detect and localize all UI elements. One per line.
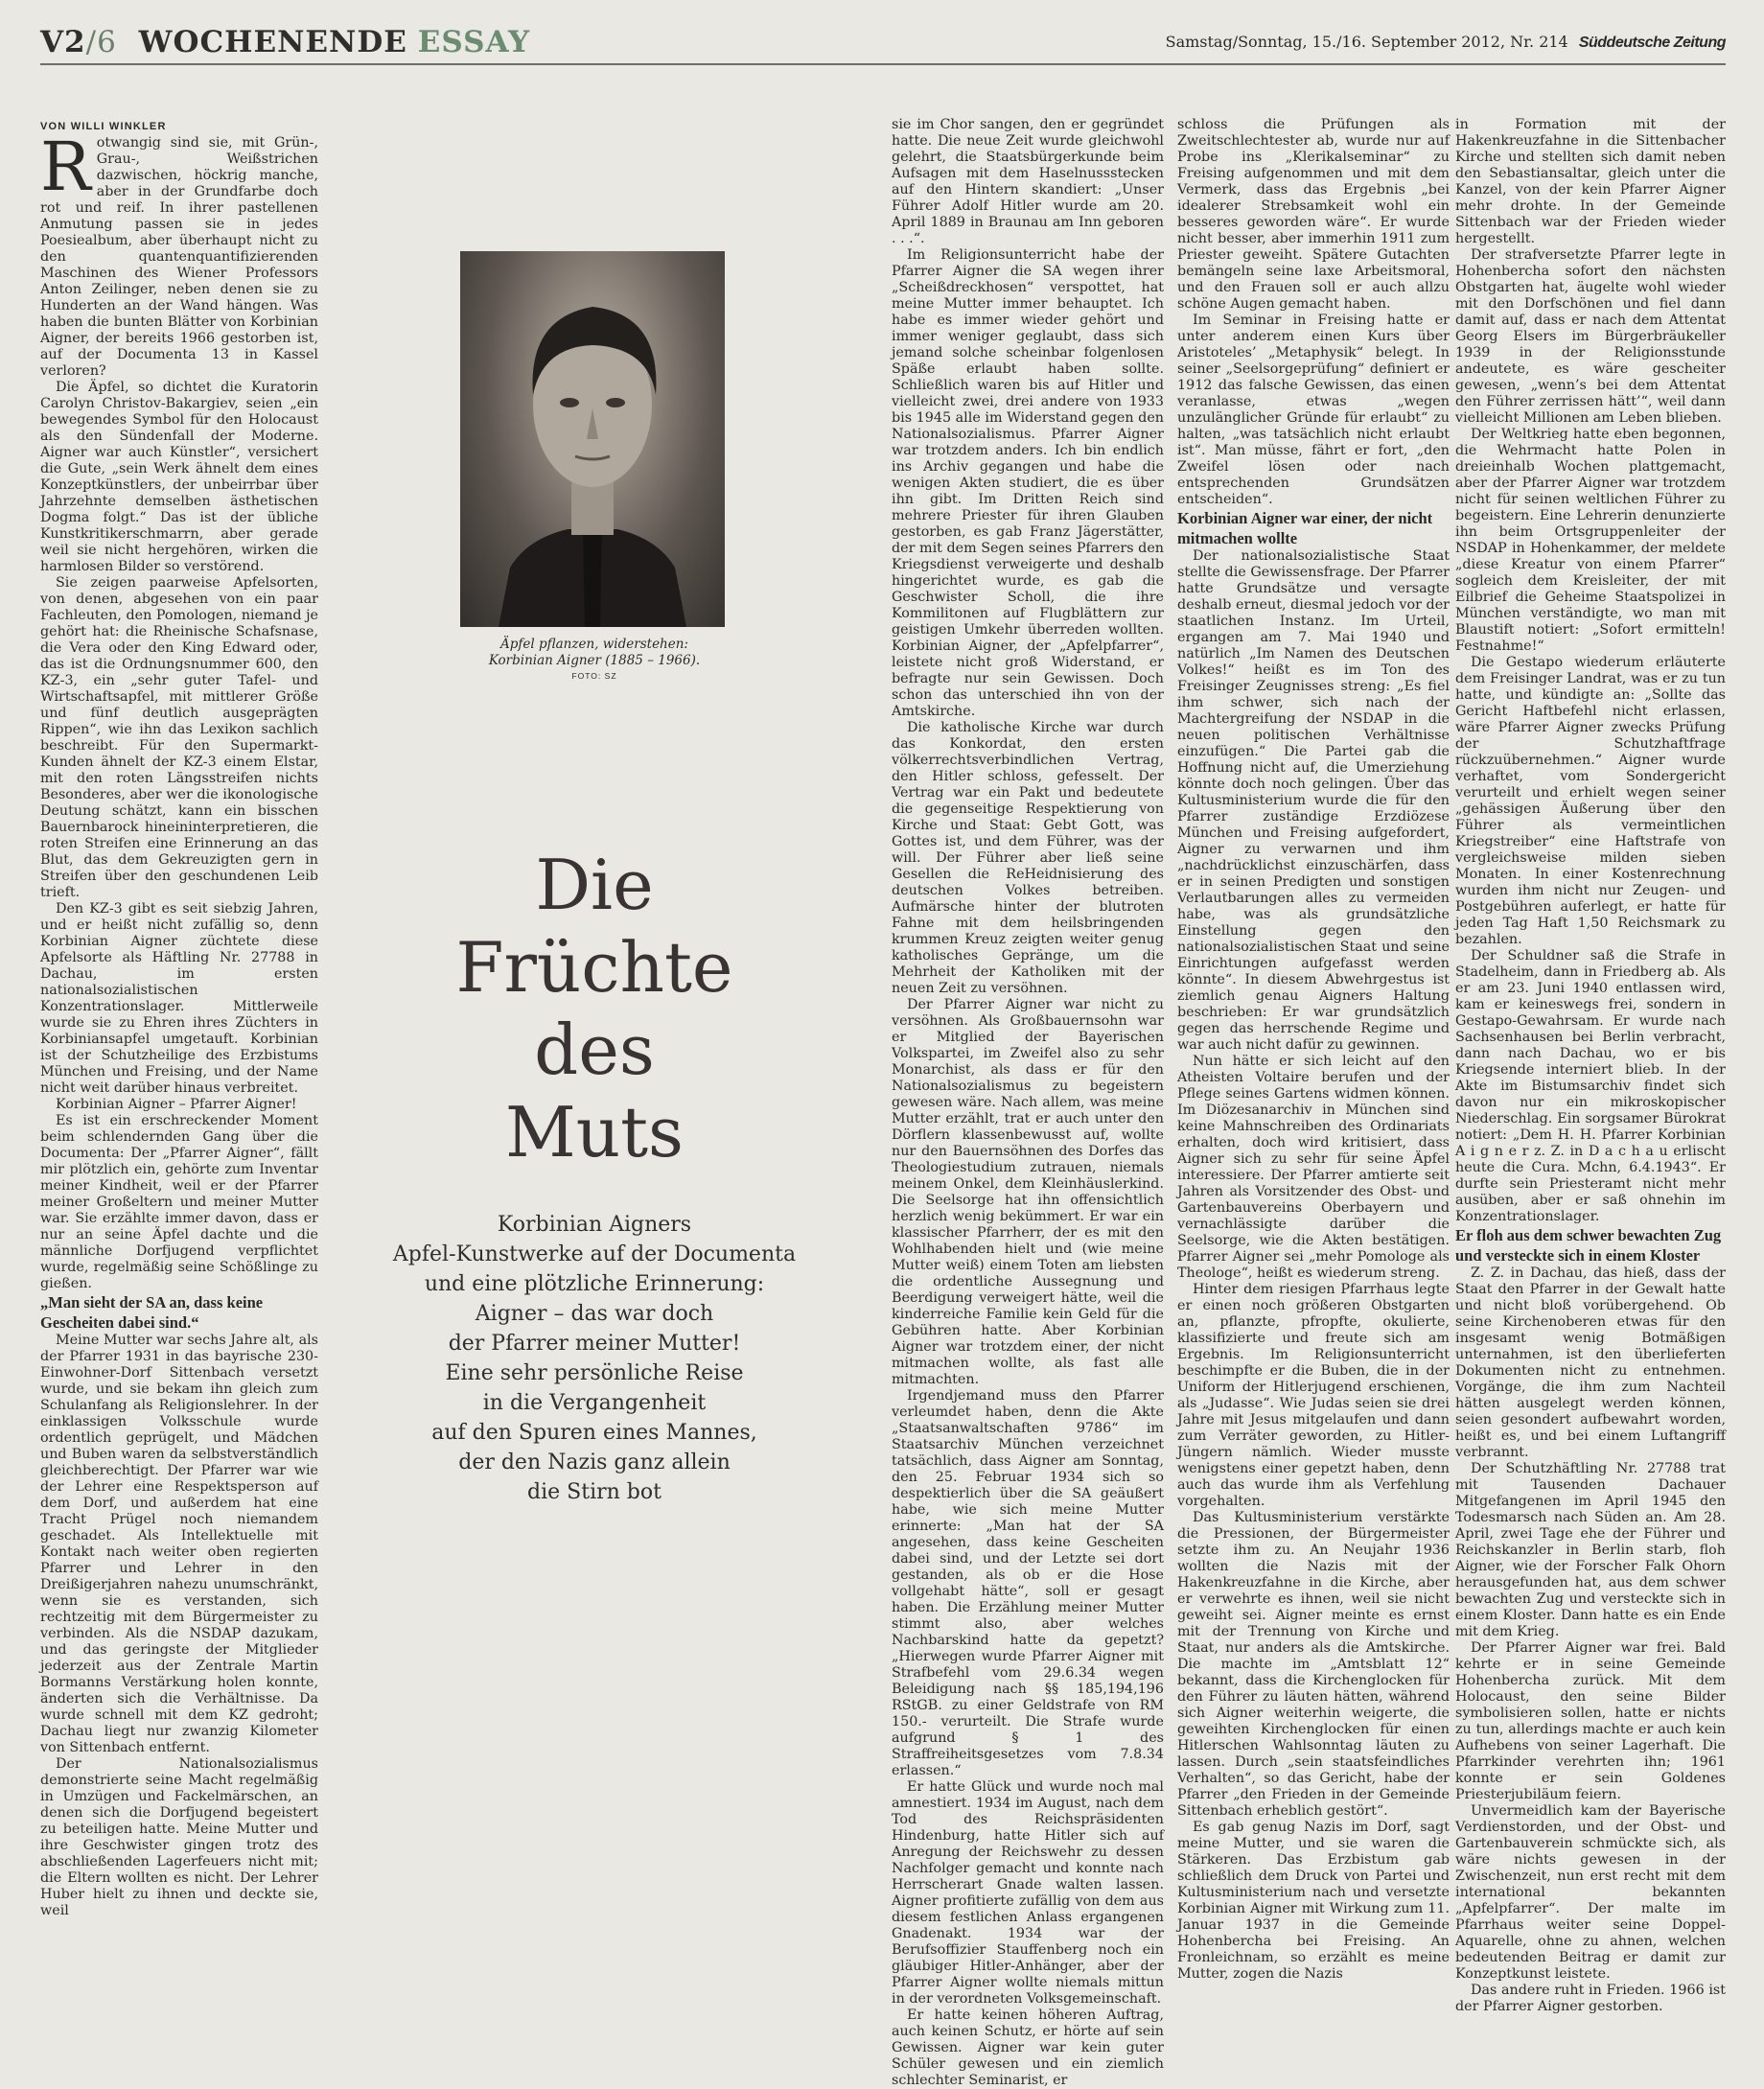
article-paragraph: Der Schutzhäftling Nr. 27788 trat mit Tausenden Dachauer Mitgefangenen im April 1945 den Todesmarsch nach Süden an. Am 28. April, zwei Tage ehe der Führer und Reichskanzler in Berlin starb, floh Aigner, wie der Forscher Falk Ohorn herausgefunden hat, aus dem schwer bewachten Zug und versteckte sich in einem Kloster. Dann hatte es ein Ende mit dem Krieg. [1455,1461,1726,1639]
headline-line: des [534,1010,655,1090]
headline-line: Muts [505,1092,684,1172]
deck-line: der Pfarrer meiner Mutter! [448,1332,741,1356]
deck-line: Aigner – das war doch [475,1302,714,1326]
article-paragraph: Die Äpfel, so dichtet die Kuratorin Carolyn Christov-Bakargiev, seien „ein bewegendes Symbol für den Holocaust als den Sündenfall der Moderne. Aigner war auch Künstler“, versichert die Gute, „sein Werk ähnelt dem eines Konzeptkünstlers, der unbeirrbar über Jahrzehnte demselben ästhetischen Dogma folgt.“ Das ist der übliche Kunstkritikerschmarrn, aber gerade weil sie nicht hergehören, wirken die harmlosen Bilder so verstörend. [40,380,318,574]
header-rule [40,63,1726,65]
drop-cap: R [40,128,91,206]
deck-line: der den Nazis ganz allein [458,1451,731,1474]
article-column-5 [1455,117,1726,2014]
headline [383,844,805,1173]
subheading: Korbinian Aigner war einer, der nicht mitmachen wollte [1177,509,1433,547]
deck-line: die Stirn bot [527,1480,662,1504]
article-paragraph: Meine Mutter war sechs Jahre alt, als der Pfarrer 1931 in das bayrische 230-Einwohner-Dorf Sittenbach versetzt wurde, und sie bekam ihn gleich zum Schulanfang als Religionslehrer. In der einklassigen Volksschule wurde ordentlich geprügelt, und Mädchen und Buben waren da selbstverständlich gleichberechtigt. Der Pfarrer war wie der Lehrer eine Respektsperson auf dem Dorf, und außerdem hat eine Tracht Prügel noch niemandem geschadet. Als Intellektuelle mit Kontakt nach weiter oben regierten Pfarrer und Lehrer in den Dreißigerjahren nahezu unumschränkt, wenn sie es verstanden, sich rechtzeitig mit dem Bürgermeister zu verbinden. Als die NSDAP dazukam, und das geringste der Mitglieder jederzeit aus der Zentrale Martin Bormanns Verstärkung holen konnte, änderten sich die Verhältnisse. Da wurde schnell mit dem KZ gedroht; Dachau liegt nur zwanzig Kilometer von Sittenbach entfernt. [40,1333,318,1755]
dateline [1166,33,1726,52]
article-paragraph: Es ist ein erschreckender Moment beim schlendernden Gang über die Documenta: Der „Pfarrer Aigner“, fällt mir plötzlich ein, gehörte zum Inventar meiner Kindheit, weil er der Pfarrer meiner Großeltern und meiner Mutter war. Sie erzählte immer davon, dass er nur an seine Äpfel dachte und die männliche Dorfjugend verpflichtet wurde, regelmäßig seine Schößlinge zu gießen. [40,1113,318,1291]
newspaper-logo: Süddeutsche Zeitung [1578,35,1726,51]
page-subnumber: /6 [85,25,117,59]
article-paragraph: Der Schuldner saß die Strafe in Stadelheim, dann in Friedberg ab. Als er am 23. Juni 1940 entlassen wird, kam er keineswegs frei, sondern in Gestapo-Gewahrsam. Er wurde nach Sachsenhausen bei Berlin verbracht, dann nach Dachau, wo er bis Kriegsende interniert blieb. In der Akte im Bistumsarchiv findet sich davon nur ein mikroskopischer Niederschlag. Ein sorgsamer Bürokrat notiert: „Dem H. H. Pfarrer Korbinian A i g n e r z. Z. in D a c h a u erlischt heute die Cura. Mchn, 6.4.1943“. Er durfte sein Priesteramt nicht mehr ausüben, aber er saß ohnehin im Konzentrationslager. [1455,948,1726,1224]
article-paragraph: Im Religionsunterricht habe der Pfarrer Aigner die SA wegen ihrer „Scheißdreckhosen“ verspottet, hat meine Mutter immer behauptet. Ich habe es immer wieder gehört und immer weniger geglaubt, dass sich jemand solche scheinbar folgenlosen Späße erlaubt haben sollte. Schließlich waren bis auf Hitler und vielleicht zwei, drei andere von 1933 bis 1945 alle im Widerstand gegen den Nationalsozialismus. Pfarrer Aigner war trotzdem anders. Ich bin endlich ins Archiv gegangen und habe die wenigen Akten studiert, die es über ihn gibt. Im Dritten Reich sind mehrere Priester für ihren Glauben gestorben, es gab Franz Jägerstätter, der mit dem Segen seines Pfarrers den Kriegsdienst verweigerte und deshalb hingerichtet wurde, es gab die Geschwister Scholl, die ihre Kommilitonen auf Flugblättern zur geistigen Umkehr überreden wollten. Korbinian Aigner, der „Apfelpfarrer“, leistete nicht groß Widerstand, er befragte nur sein Gewissen. Doch schon das unterschied ihn von der Amtskirche. [892,247,1164,719]
section-kicker: ESSAY [417,25,531,59]
headline-line: Die [535,845,654,925]
page-header [40,21,1726,59]
article-paragraph: Er hatte Glück und wurde noch mal amnestiert. 1934 im August, nach dem Tod des Reichspräsidenten Hindenburg, hatte Hitler sich auf Anregung der Reichswehr zu dessen Nachfolger gemacht und konnte nach Herrscherart Gnade walten lassen. Aigner profitierte zufällig von dem aus diesem festlichen Anlass ergangenen Gnadenakt. 1934 war der Berufsoffizier Stauffenberg noch ein gläubiger Hitler-Anhänger, aber der Pfarrer Aigner wollte niemals mittun in der verordneten Volksgemeinschaft. [892,1779,1164,2007]
article-paragraph: Sie zeigen paarweise Apfelsorten, von denen, abgesehen von ein paar Fachleuten, den Pomologen, niemand je gehört hat: die Rheinische Schafsnase, die Vera oder den King Edward oder, das ist die Ordnungsnummer 600, den KZ-3, ein „sehr guter Tafel- und Wirtschaftsapfel, mit mittlerer Größe und fünf deutlich ausgeprägten Rippen“, wie ihn das Lexikon sachlich beschreibt. Für den Supermarkt-Kunden ähnelt der KZ-3 einem Elstar, mit den roten Längsstreifen nichts Besonderes, aber wer die ikonologische Deutung schätzt, kann ein bisschen Bauernbarock hineininterpretieren, die roten Streifen eine Erinnerung an das Blut, das dem Gekreuzigten gern in Streifen über den geschundenen Leib trieft. [40,575,318,900]
article-column-4 [1177,117,1450,1982]
article-paragraph: Hinter dem riesigen Pfarrhaus legte er einen noch größeren Obstgarten an, pflanzte, pfropfte, okulierte, klassifizierte und freute sich am Ergebnis. Im Religionsunterricht beschimpfte er die Buben, die in der Uniform der Hitlerjugend erschienen, als „Judasse“. Wie Judas seien sie drei Jahre mit Jesus mitgelaufen und dann zum Verräter geworden, zu Hitler-Jüngern nämlich. Wieder musste wenigstens einer gepetzt haben, denn auch das wurde ihm als Verfehlung vorgehalten. [1177,1282,1450,1509]
portrait-illustration [460,251,725,627]
article-column-1 [40,119,318,1918]
article-paragraph: schloss die Prüfungen als Zweitschlechtester ab, wurde nur auf Probe ins „Klerikalseminar“ zu Freising aufgenommen und mit dem Vermerk, dass das Ergebnis „bei idealerer Strebsamkeit wohl ein besseres geworden wäre“. Er wurde nicht besser, aber immerhin 1911 zum Priester geweiht. Spätere Gutachten bemängeln seine laxe Arbeitsmoral, und den Frauen soll er auch allzu schöne Augen gemacht haben. [1177,117,1450,312]
subheading: „Man sieht der SA an, dass keine Gescheiten dabei sind.“ [40,1293,264,1332]
section-name: WOCHENENDE [138,25,407,59]
article-paragraph: Den KZ-3 gibt es seit siebzig Jahren, und er heißt nicht zufällig so, denn Korbinian Aigner züchtete diese Apfelsorte als Häftling Nr. 27788 in Dachau, im ersten nationalsozialistischen Konzentrationslager. Mittlerweile wurde sie zu Ehren ihres Züchters in Korbiniansapfel umgetauft. Korbinian ist der Schutzheilige des Erzbistums München und Freising, und der Name nicht weit darüber hinaus verbreitet. [40,901,318,1096]
article-paragraph: Nun hätte er sich leicht auf den Atheisten Voltaire berufen und der Pflege seines Gartens widmen können. Im Diözesanarchiv in München sind keine Mahnschreiben des Ordinariats erhalten, doch wird kritisiert, dass Aigner sich zu sehr für seine Äpfel interessiere. Der Pfarrer amtierte seit Jahren als Vorsitzender des Obst- und Gartenbauvereins Oberbayern und vernachlässigte darüber die Seelsorge, wie die Akten bestätigen. Pfarrer Aigner sei „mehr Pomologe als Theologe“, heißt es wiederum streng. [1177,1054,1450,1281]
byline: VON WILLI WINKLER [40,121,167,132]
article-paragraph: in Formation mit der Hakenkreuzfahne in die Sittenbacher Kirche und stellten sich damit neben den Sebastiansaltar, gleich unter die Kanzel, von der kein Pfarrer Aigner mehr drohte. In der Gemeinde Sittenbach war der Frieden wieder hergestellt. [1455,117,1726,246]
article-paragraph: Er hatte keinen höheren Auftrag, auch keinen Schutz, er hörte auf sein Gewissen. Aigner war kein guter Schüler gewesen und ein ziemlich schlechter Seminarist, er [892,2008,1164,2088]
page-number: V2 [40,25,86,59]
article-deck [376,1210,813,1507]
article-paragraph: Das Kultusministerium verstärkte die Pressionen, der Bürgermeister setzte ihm zu. An Neujahr 1936 wollten die Nazis mit der Hakenkreuzfahne in die Kirche, aber er verwehrte es ihnen, weil sie nicht geweiht sei. Aigner meinte es ernst mit der Trennung von Kirche und Staat, nur anders als die Amtskirche. Die machte im „Amtsblatt 12“ bekannt, dass die Kirchenglocken für den Führer zu läuten hätten, während sich Aigner weiterhin weigerte, die geweihten Kirchenglocken für einen Hitlerschen Wahlsonntag läuten zu lassen. Durch „sein staatsfeindliches Verhalten“, so das Gericht, habe der Pfarrer „den Frieden in der Gemeinde Sittenbach erheblich gestört“. [1177,1510,1450,1819]
article-paragraph: Unvermeidlich kam der Bayerische Verdienstorden, und der Obst- und Gartenbauverein schmückte sich, als wäre nichts gewesen in der Zwischenzeit, nun erst recht mit dem international bekannten „Apfelpfarrer“. Der malte im Pfarrhaus weiter seine Doppel-Aquarelle, ohne zu ahnen, welchen bedeutenden Beitrag er damit zur Konzeptkunst leistete. [1455,1803,1726,1982]
paragraph-text: otwangig sind sie, mit Grün-, Grau-, Weißstrichen dazwischen, höckrig manche, aber in der Grundfarbe doch rot und reif. In ihrer pastellenen Anmutung passen sie in jedes Poesiealbum, aber überhaupt nicht zu den quantenquantifizierenden Maschinen des Wiener Professors Anton Zeilinger, neben denen sie zu Hunderten an der Wand hängen. Was haben die bunten Blätter von Korbinian Aigner, der bereits 1966 gestorben ist, auf der Documenta 13 in Kassel verloren? [40,135,318,379]
caption-line: Äpfel pflanzen, widerstehen: [500,637,688,652]
article-paragraph [40,128,318,380]
page-subnumber-value: 6 [97,25,117,59]
deck-line: in die Vergangenheit [482,1391,707,1415]
deck-line: und eine plötzliche Erinnerung: [424,1272,765,1296]
article-paragraph: Z. Z. in Dachau, das hieß, dass der Staat den Pfarrer in der Gewalt hatte und nicht bloß vorübergehend. Ob seine Kirchenoberen etwas für den insgesamt wenig Botmäßigen unternahmen, ist den überlieferten Dokumenten nicht zu entnehmen. Vorgänge, die ihm zum Nachteil hätten ausgelegt werden können, seien gesondert aufbewahrt worden, heißt es, und bei einem Luftangriff verbrannt. [1455,1265,1726,1460]
section-label [40,25,530,59]
deck-line: Apfel-Kunstwerke auf der Documenta [392,1242,797,1266]
article-paragraph: Der strafversetzte Pfarrer legte in Hohenbercha sofort den nächsten Obstgarten hat, äugelte wohl wieder mit den Dorfschönen und fiel dann damit auf, dass er nach dem Attentat Georg Elsers im Bürgerbräukeller 1939 in der Religionsstunde andeutete, es wäre gescheiter gewesen, „wenn’s bei dem Attentat den Führer zerrissen hätt’“, weil dann vielleicht Millionen am Leben blieben. [1455,247,1726,426]
headline-line: Früchte [455,927,733,1008]
article-paragraph: Die katholische Kirche war durch das Konkordat, den ersten völkerrechtsverbindlichen Vertrag, den Hitler schloss, gefesselt. Der Vertrag war ein Pakt und bedeutete die gegenseitige Respektierung von Kirche und Staat: Gebt Gott, was Gottes ist, und dem Führer, was der will. Der Führer aber ließ seine Gesellen die ReHeidnisierung des deutschen Volkes betreiben. Aufmärsche hinter der blutroten Fahne mit dem heilsbringenden krummen Kreuz zeigten weiter genug katholisches Gepränge, um die Mehrheit der Katholiken mit der neuen Zeit zu versöhnen. [892,720,1164,996]
subheading: Er floh aus dem schwer bewachten Zug und versteckte sich in einem Kloster [1455,1226,1722,1265]
article-paragraph: Der Pfarrer Aigner war frei. Bald kehrte er in seine Gemeinde Hohenbercha zurück. Mit dem Holocaust, den seine Bilder symbolisieren sollen, hatte er nichts zu tun, allerdings machte er auch kein Aufhebens von seiner Lagerhaft. Die Pfarrkinder verehrten ihn; 1961 konnte er sein Goldenes Priesterjubiläum feiern. [1455,1640,1726,1802]
deck-line: Korbinian Aigners [497,1213,692,1237]
article-paragraph: Der nationalsozialistische Staat stellte die Gewissensfrage. Der Pfarrer hatte Grundsätze und versagte deshalb erneut, diesmal jedoch vor der staatlichen Instanz. Im Urteil, ergangen am 7. Mai 1940 und natürlich „Im Namen des Deutschen Volkes!“ heißt es im Ton des Freisinger Zeugnisses streng: „Es fiel ihm schwer, sich nach der Machtergreifung der NSDAP in die neuen politischen Verhältnisse einzufügen.“ Die Partei gab die Hoffnung nicht auf, die Umerziehung könnte doch noch gelingen. Über das Kultusministerium wurde die für den Pfarrer zuständige Erzdiözese München und Freising aufgefordert, Aigner zu verwarnen und ihm „nachdrücklichst einzuschärfen, dass er in seinen Predigten und sonstigen Verlautbarungen alles zu vermeiden habe, was als grundsätzliche Einstellung gegen den nationalsozialistischen Staat und seine Einrichtungen aufgefasst werden könnte“. In diesem Abwehrgestus ist ziemlich genau Aigners Haltung beschrieben: Er war grundsätzlich gegen das herrschende Regime und war auch nicht dafür zu gewinnen. [1177,548,1450,1053]
article-paragraph: Das andere ruht in Frieden. 1966 ist der Pfarrer Aigner gestorben. [1455,1983,1726,2014]
article-paragraph: sie im Chor sangen, den er gegründet hatte. Die neue Zeit wurde gleichwohl gelehrt, die Staatsbürgerkunde beim Aufsagen mit dem Haselnussstecken auf den Hintern skandiert: „Unser Führer Adolf Hitler wurde am 20. April 1889 in Braunau am Inn geboren . . .“. [892,117,1164,246]
article-paragraph: Es gab genug Nazis im Dorf, sagt meine Mutter, und sie waren die Stärkeren. Das Erzbistum gab schließlich dem Druck von Partei und Kultusministerium nach und versetzte Korbinian Aigner mit Wirkung zum 11. Januar 1937 in die Gemeinde Hohenbercha bei Freising. An Fronleichnam, so erzählt es meine Mutter, zogen die Nazis [1177,1820,1450,1982]
caption-line: Korbinian Aigner (1885 – 1966). [488,653,701,668]
photo-credit: FOTO: SZ [571,671,617,681]
article-paragraph: Im Seminar in Freising hatte er unter anderem einen Kurs über Aristoteles’ „Metaphysik“ belegt. In seiner „Seelsorgeprüfung“ definiert er 1912 das falsche Gewissen, das einen veranlasse, etwas „wegen unzulänglicher Gründe für erlaubt“ zu halten, „was tatsächlich nicht erlaubt ist“. Man müsse, fährt er fort, „den Zweifel lösen oder nach entsprechenden Grundsätzen entscheiden“. [1177,313,1450,507]
article-column-3 [892,117,1164,2088]
article-paragraph: Der Pfarrer Aigner war nicht zu versöhnen. Als Großbauernsohn war er Mitglied der Bayerischen Volkspartei, im Zweifel also zu sehr Monarchist, als dass er für den Nationalsozialismus zu begeistern gewesen wäre. Nach allem, was meine Mutter erzählt, trat er auch unter den Dörflern klassenbewusst auf, wollte nur den Bauernsöhnen des Dorfes das Theologiestudium zutrauen, niemals meinem Onkel, dem Kleinhäuslerkind. Die Seelsorge hat ihn offensichtlich herzlich wenig bekümmert. Er war ein klassischer Pfarrherr, der es mit den Wohlhabenden hielt und (wie meine Mutter weiß) einem Toten am liebsten die ordentliche Aussegnung und Beerdigung verweigert hätte, weil die kinderreiche Familie kein Geld für die Gebühren hatte. Aber Korbinian Aigner war trotzdem einer, der nicht mitmachen wollte, als fast alle mitmachten. [892,997,1164,1387]
deck-line: auf den Spuren eines Mannes, [431,1421,757,1445]
article-paragraph: Der Nationalsozialismus demonstrierte seine Macht regelmäßig in Umzügen und Fackelmärschen, an denen sich die Dorfjugend begeistert zu beteiligen hatte. Meine Mutter und ihre Geschwister gingen trotz des abschließenden Lagerfeuers nicht mit; die Eltern wollten es nicht. Der Lehrer Huber hielt zu ihnen und deckte sie, weil [40,1756,318,1918]
article-paragraph: Die Gestapo wiederum erläuterte dem Freisinger Landrat, was er zu tun hatte, und kündigte an: „Sollte das Gericht Haftbefehl nicht erlassen, wäre Pfarrer Aigner zwecks Prüfung der Schutzhaftfrage rückzuübernehmen.“ Aigner wurde verhaftet, vom Sondergericht verurteilt und erhielt wegen seiner „gehässigen Äußerung über den Führer als vermeintlichen Kriegstreiber“ eine Haftstrafe von vergleichsweise milden sieben Monaten. In einer Kostenrechnung wurden ihm nicht nur Zeugen- und Postgebühren auferlegt, er hatte für jeden Tag Haft 1,50 Reichsmark zu bezahlen. [1455,655,1726,947]
article-paragraph: Der Weltkrieg hatte eben begonnen, die Wehrmacht hatte Polen in dreieinhalb Wochen plattgemacht, aber der Pfarrer Aigner war trotzdem nicht für seinen weltlichen Führer zu begeistern. Eine Lehrerin denunzierte ihn beim Ortsgruppenleiter der NSDAP in Hohenkammer, der meldete „diese Kreatur von einem Pfarrer“ sogleich dem Kreisleiter, der mit Eilbrief die Geheime Staatspolizei in München verständigte, wo man mit Blaustift notiert: „Sofort ermitteln! Festnahme!“ [1455,427,1726,654]
photo-caption [451,637,738,669]
article-paragraph: Korbinian Aigner – Pfarrer Aigner! [56,1097,297,1112]
issue-date: Samstag/Sonntag, 15./16. September 2012, Nr. 214 [1165,33,1568,51]
deck-line: Eine sehr persönliche Reise [445,1361,744,1385]
article-paragraph: Irgendjemand muss den Pfarrer verleumdet haben, denn die Akte „Staatsanwaltschaften 9786“ im Staatsarchiv München verzeichnet tatsächlich, dass Aigner am Sonntag, den 25. Februar 1934 sich so despektierlich über die SA geäußert habe, wie sich meine Mutter erinnerte: „Man hat der SA angesehen, dass keine Gescheiten dabei sind, und der Letzte sei dort gestanden, als ob er die Hose vollgehabt hätte“, soll er gesagt haben. Die Erzählung meiner Mutter stimmt also, aber welches Nachbarskind hatte da gepetzt? „Hierwegen wurde Pfarrer Aigner mit Strafbefehl vom 29.6.34 wegen Beleidigung nach §§ 185,194,196 RStGB. zu einer Geldstrafe von RM 150.- verurteilt. Die Strafe wurde aufgrund § 1 des Straffreiheitsgesetzes vom 7.8.34 erlassen.“ [892,1388,1164,1778]
portrait-photo [460,251,725,627]
